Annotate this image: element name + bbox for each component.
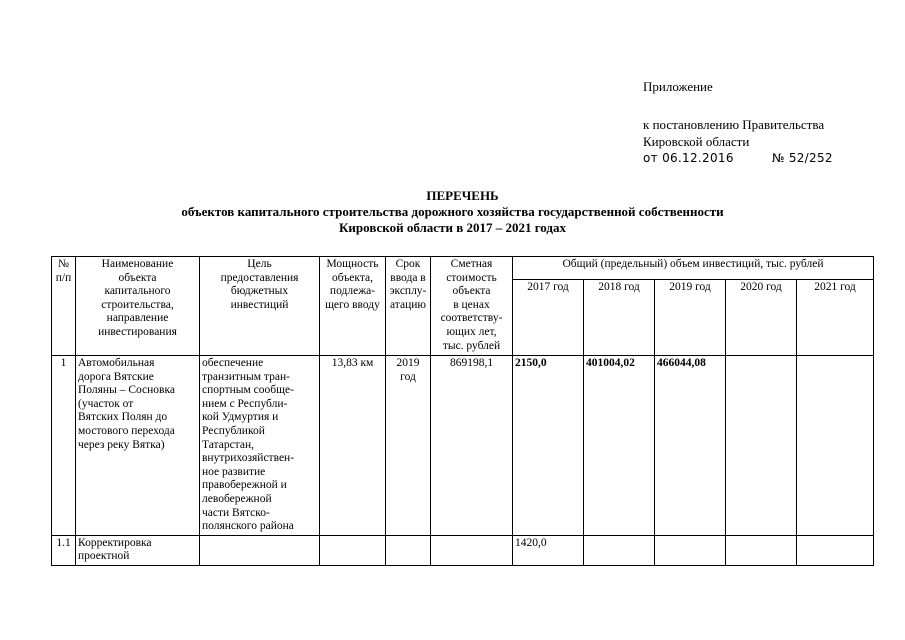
decree-date: 06.12.2016 — [662, 151, 734, 165]
row-value-2017: 2150,0 — [513, 356, 584, 536]
table-row — [52, 535, 874, 565]
row-term: 2019 год — [386, 356, 431, 536]
row-value-2021 — [797, 535, 874, 565]
header-year-2018: 2018 год — [584, 280, 655, 356]
appendix-decree-line: к постановлению Правительства — [643, 117, 825, 132]
header-name: Наименование объекта капитального строительства, направление инвестирования — [76, 257, 200, 356]
table-row — [52, 356, 874, 536]
row-cost — [431, 535, 513, 565]
row-value-2020 — [726, 356, 797, 536]
row-goal — [200, 535, 320, 565]
row-value-2020 — [726, 535, 797, 565]
row-cost: 869198,1 — [431, 356, 513, 536]
appendix-block — [643, 78, 833, 167]
row-term — [386, 535, 431, 565]
row-capacity: 13,83 км — [320, 356, 386, 536]
row-name: Корректировка проектной — [76, 535, 200, 565]
row-value-2019: 466044,08 — [655, 356, 726, 536]
header-year-2020: 2020 год — [726, 280, 797, 356]
header-term: Срок ввода в эксплу- атацию — [386, 257, 431, 356]
row-num: 1.1 — [52, 535, 76, 565]
header-num: № п/п — [52, 257, 76, 356]
row-capacity — [320, 535, 386, 565]
row-value-2018: 401004,02 — [584, 356, 655, 536]
header-cost: Сметная стоимость объекта в ценах соответству- ющих лет, тыс. рублей — [431, 257, 513, 356]
row-value-2021 — [797, 356, 874, 536]
date-prefix: от — [643, 151, 658, 165]
decree-number: 52/252 — [788, 151, 833, 165]
row-name: Автомобильная дорога Вятские Поляны – Сосновка (участок от Вятских Полян до мостового перехода через реку Вятка) — [76, 356, 200, 536]
header-investment-group: Общий (предельный) объем инвестиций, тыс. рублей — [513, 257, 874, 280]
header-year-2019: 2019 год — [655, 280, 726, 356]
header-capacity: Мощность объекта, подлежа- щего вводу — [320, 257, 386, 356]
row-value-2018 — [584, 535, 655, 565]
heading-title: ПЕРЕЧЕНЬ — [426, 188, 499, 203]
table-header-row — [52, 257, 874, 280]
heading-subtitle: объектов капитального строительства дорожного хозяйства государственной собственности — [181, 204, 724, 219]
document-heading — [0, 188, 905, 236]
row-value-2017: 1420,0 — [513, 535, 584, 565]
row-value-2019 — [655, 535, 726, 565]
header-year-2021: 2021 год — [797, 280, 874, 356]
heading-period: Кировской области в 2017 – 2021 годах — [339, 220, 566, 235]
appendix-region-line: Кировской области — [643, 134, 750, 149]
number-prefix: № — [771, 151, 785, 165]
header-goal: Цель предоставления бюджетных инвестиций — [200, 257, 320, 356]
row-goal: обеспечение транзитным тран- спортным сообще- нием с Республи- кой Удмуртия и Республикой Татарстан, внутрихозяйствен- ное развитие правобережной и левобережной части Вятско- полянского района — [200, 356, 320, 536]
row-num: 1 — [52, 356, 76, 536]
appendix-title: Приложение — [643, 79, 713, 94]
appendix-date-number-line — [643, 150, 833, 167]
header-year-2017: 2017 год — [513, 280, 584, 356]
objects-table — [51, 256, 874, 566]
